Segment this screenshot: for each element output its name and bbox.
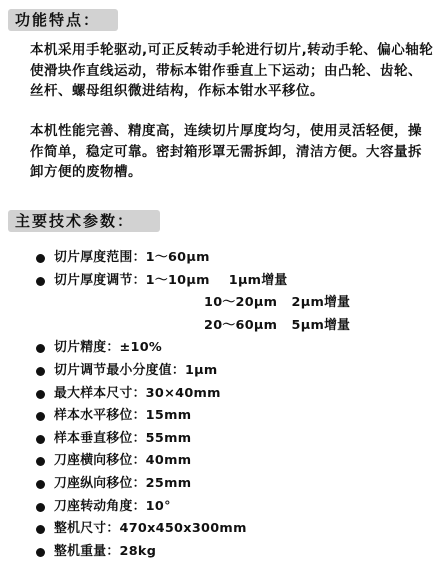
spec-item-text: 样本水平移位：15mm bbox=[54, 408, 192, 424]
features-paragraph-mechanism: 本机采用手轮驱动,可正反转动手轮进行切片,转动手轮、偏心轴轮使滑块作直线运动，带标本钳作垂直上下运动；由凸轮、齿轮、丝杆、螺母组织微进结构，作标本钳水平移位。 bbox=[30, 42, 434, 100]
spec-item bbox=[36, 473, 350, 496]
spec-item bbox=[36, 270, 350, 293]
spec-item-text: 切片厚度范围：1～60μm bbox=[54, 250, 210, 265]
spec-item-text: 切片调节最小分度值：1μm bbox=[54, 362, 218, 378]
spec-item bbox=[36, 360, 350, 383]
spec-item bbox=[36, 518, 350, 541]
spec-item-text: 最大样本尺寸：30×40mm bbox=[54, 385, 221, 401]
bullet-icon bbox=[36, 548, 45, 557]
spec-item-text: 整机尺寸：470x450x300mm bbox=[54, 521, 247, 537]
spec-item-text: 20～60μm 5μm增量 bbox=[204, 317, 351, 333]
bullet-icon bbox=[36, 412, 45, 421]
spec-item-text: 10～20μm 2μm增量 bbox=[204, 295, 351, 311]
bullet-icon bbox=[36, 480, 45, 489]
bullet-icon bbox=[36, 367, 45, 376]
spec-item bbox=[36, 405, 350, 428]
params-heading: 主要技术参数： bbox=[8, 210, 160, 232]
spec-item-text: 刀座纵向移位：25mm bbox=[54, 475, 192, 491]
features-paragraph-performance: 本机性能完善、精度高，连续切片厚度均匀，使用灵活轻便，操作简单，稳定可靠。密封箱形罩无需拆卸，清洁方便。大容量拆卸方便的废物槽。 bbox=[30, 123, 422, 181]
spec-item-text: 切片精度：±10% bbox=[54, 340, 163, 356]
spec-list bbox=[36, 247, 350, 563]
bullet-icon bbox=[36, 254, 45, 263]
spec-item bbox=[36, 247, 350, 270]
spec-item bbox=[36, 496, 350, 519]
spec-item bbox=[36, 315, 350, 338]
spec-item bbox=[36, 541, 350, 563]
spec-item bbox=[36, 383, 350, 406]
spec-item-text: 刀座横向移位：40mm bbox=[54, 453, 192, 469]
bullet-icon bbox=[36, 435, 45, 444]
spec-item bbox=[36, 428, 350, 451]
spec-item-text: 样本垂直移位：55mm bbox=[54, 430, 192, 446]
spec-item-text: 整机重量：28kg bbox=[54, 543, 157, 559]
bullet-icon bbox=[36, 525, 45, 534]
bullet-icon bbox=[36, 457, 45, 466]
bullet-icon bbox=[36, 277, 45, 286]
bullet-icon bbox=[36, 344, 45, 353]
spec-item bbox=[36, 337, 350, 360]
spec-item-text: 切片厚度调节：1～10μm 1μm增量 bbox=[54, 272, 288, 288]
bullet-icon bbox=[36, 503, 45, 512]
bullet-icon bbox=[36, 390, 45, 399]
spec-item bbox=[36, 292, 350, 315]
spec-item-text: 刀座转动角度：10° bbox=[54, 498, 171, 514]
features-heading: 功能特点： bbox=[8, 9, 118, 31]
spec-item bbox=[36, 450, 350, 473]
